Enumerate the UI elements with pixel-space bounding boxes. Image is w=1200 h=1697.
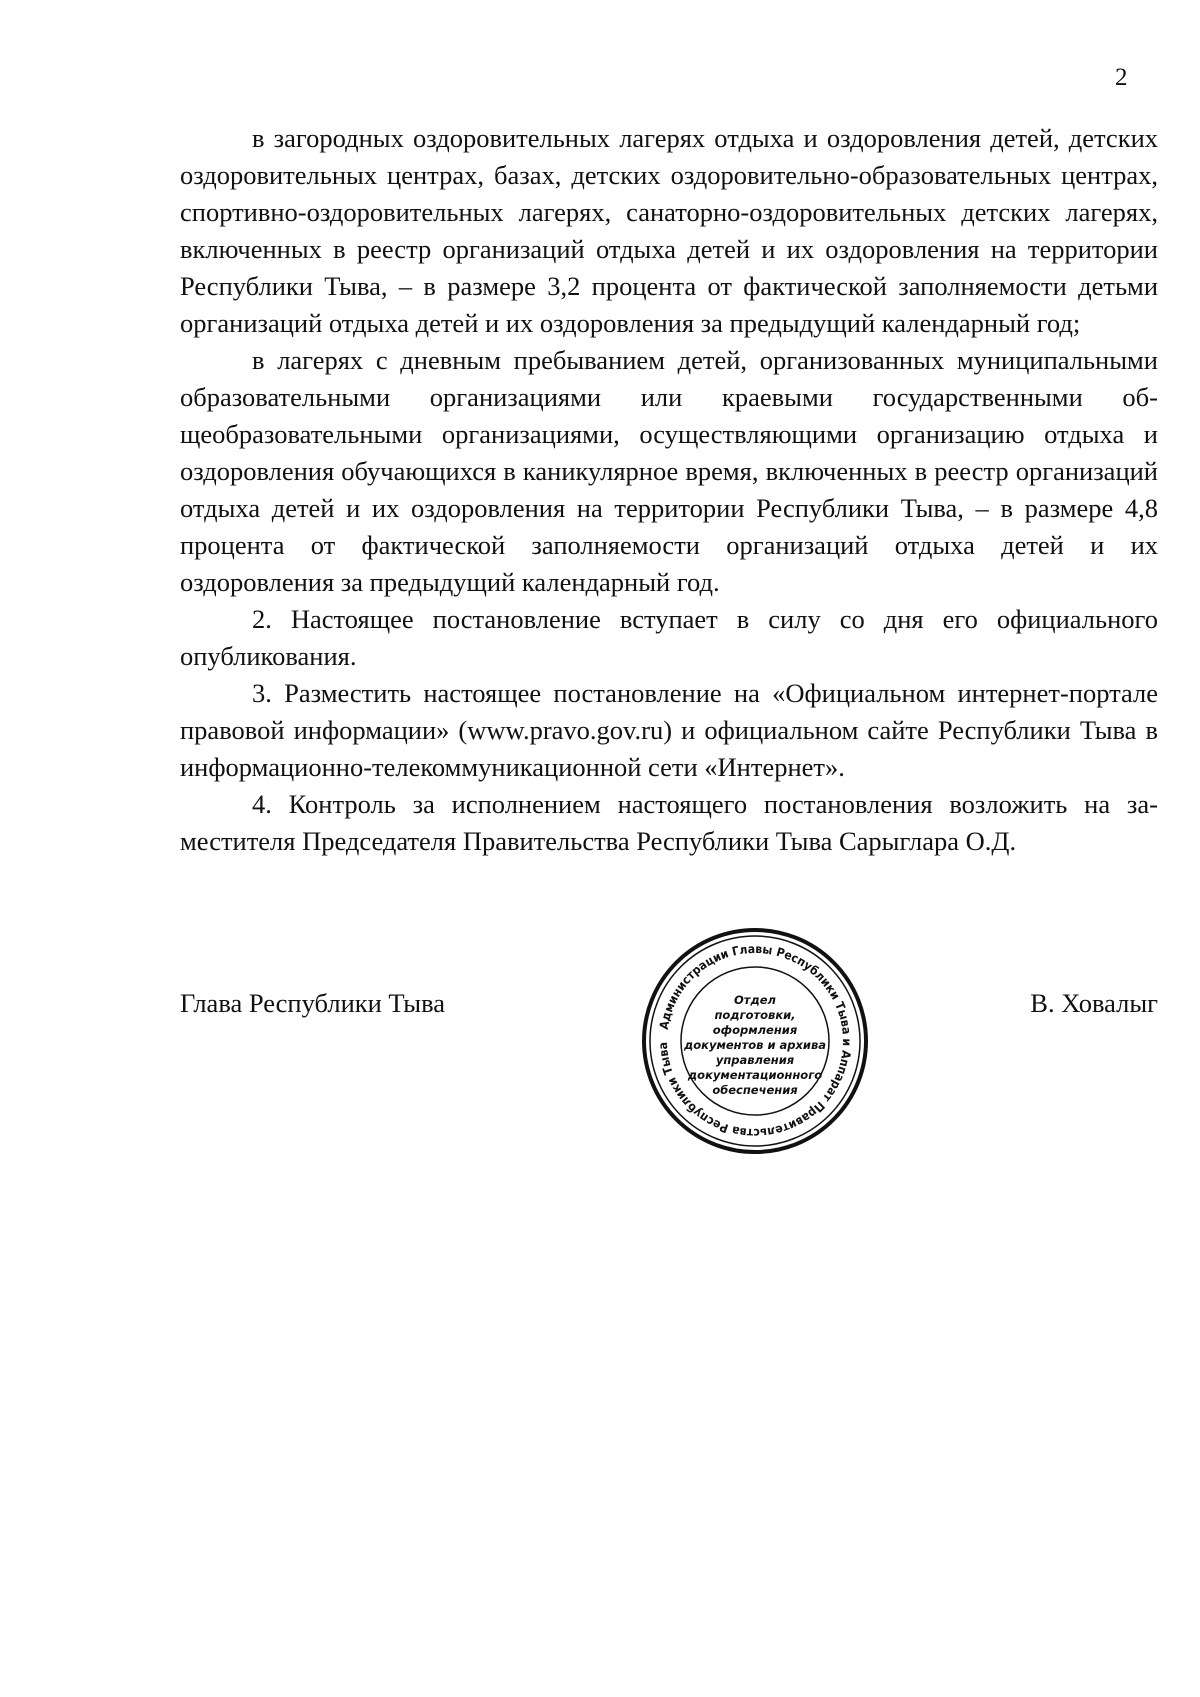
paragraph-country-camps: в загородных оздоровительных лагерях отдыха и оздоровления детей, детских оздоровительных центрах, базах, детских оздоровительно-образовательных центрах, спортивно-оздоровительных лагерях, санаторно-оздоровительных детских лагерях, включенных в реестр организаций отдыха детей и их оздоровления на территории Республики Тыва, – в размере 3,2 процента от фактической заполняемости детьми организаций отдыха детей и их оздоровления за предыдущий календарный год;	[180, 123, 1158, 338]
signatory-name: В. Ховалыг	[1030, 988, 1158, 1018]
seal-center-line: документационного	[687, 1068, 823, 1082]
seal-center-line: обеспечения	[712, 1083, 798, 1097]
seal-ring-text: Администрации Главы Республики Тыва и Аппарат Правительства Республики Тыва	[655, 941, 855, 1141]
page-number: 2	[1115, 64, 1128, 91]
document-body	[180, 120, 1158, 860]
paragraph-day-camps: в лагерях с дневным пребыванием детей, организованных муниципальными образовательными организациями или краевыми государственными общеобразовательными организациями, осуществляющими организацию отдыха и оздоровления обучающихся в каникулярное время, включенных в реестр организаций отдыха детей и их оздоровления на территории Республики Тыва, – в размере 4,8 процента от фактической заполняемости организаций отдыха детей и их оздоровления за предыдущий календарный год.	[180, 345, 1158, 597]
paragraph-publication: 3. Разместить настоящее постановление на «Официальном интернет-портале правовой информации» (www.pravo.gov.ru) и официальном сайте Республики Тыва в информационно-телекоммуникационной сети «Интернет».	[180, 678, 1158, 782]
seal-center-line: подготовки,	[714, 1008, 796, 1022]
seal-center-line: Отдел	[734, 993, 776, 1007]
signatory-position: Глава Республики Тыва	[180, 988, 446, 1018]
official-seal-stamp	[640, 926, 870, 1156]
seal-center-line: управления	[715, 1053, 795, 1067]
seal-graphic	[640, 926, 870, 1156]
paragraph-control: 4. Контроль за исполнением настоящего постановления возложить на заместителя Председателя Правительства Республики Тыва Сарыглара О.Д.	[180, 789, 1158, 856]
seal-center-line: документов и архива	[683, 1038, 827, 1052]
seal-center-text	[683, 993, 826, 1097]
paragraph-effective-date: 2. Настоящее постановление вступает в силу со дня его официального опубликования.	[180, 604, 1158, 671]
seal-center-line: оформления	[712, 1023, 798, 1037]
